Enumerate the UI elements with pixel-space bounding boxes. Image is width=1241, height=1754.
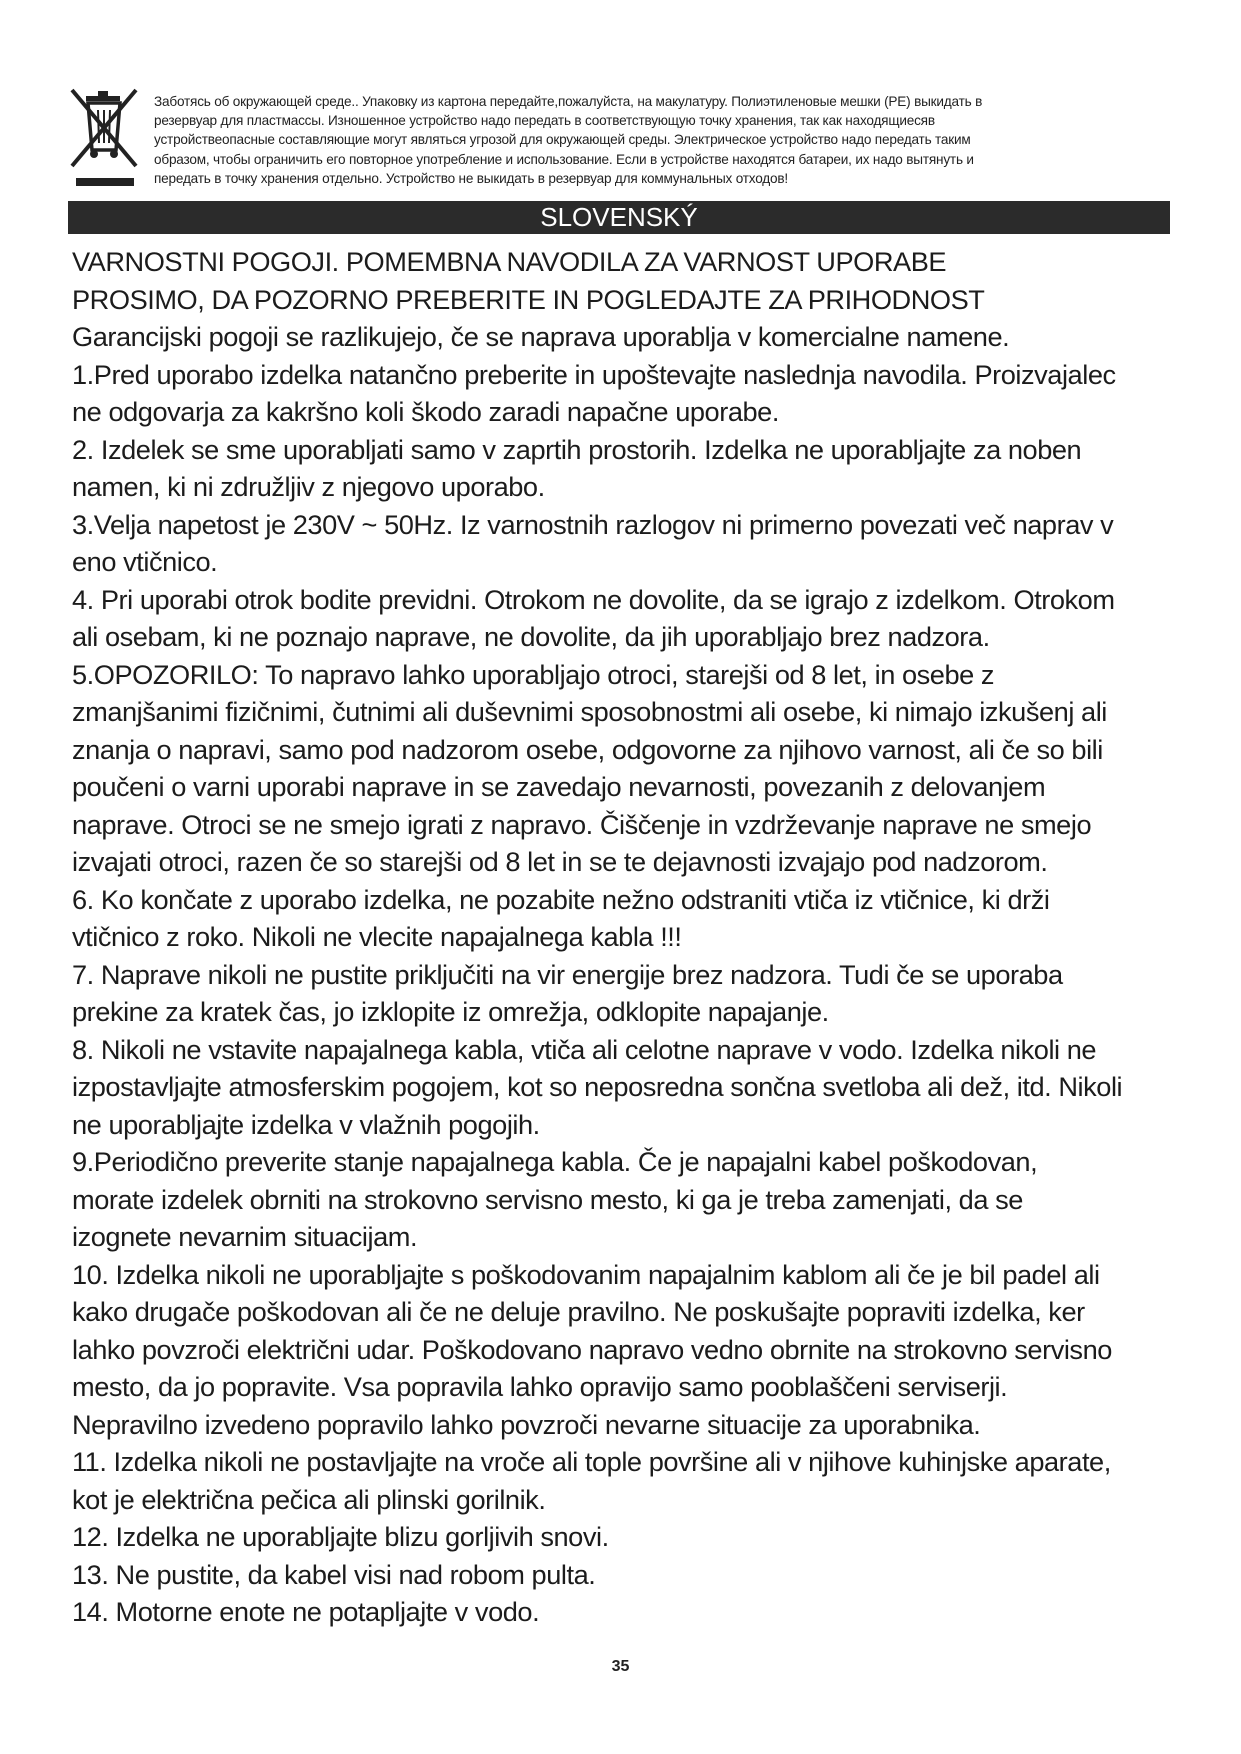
body-line: 5.OPOZORILO: To napravo lahko uporabljajo otroci, starejši od 8 let, in osebe z xyxy=(72,658,995,690)
body-line: ali osebam, ki ne poznajo naprave, ne dovolite, da jih uporabljajo brez nadzora. xyxy=(72,621,990,652)
body-line: znanja o napravi, samo pod nadzorom osebe, odgovorne za njihovo varnost, ali če so bili xyxy=(72,733,1103,765)
notice-line: Заботясь об окружающей среде.. Упаковку из картона передайте,пожалуйста, на макулатуру. Полиэтиленовые мешки (PE) выкидать в xyxy=(154,94,983,109)
body-line: Garancijski pogoji se razlikujejo, če se naprava uporablja v komercialne namene. xyxy=(72,321,1010,352)
body-line: 11. Izdelka nikoli ne postavljajte na vroče ali tople površine ali v njihove kuhinjske aparate, xyxy=(72,1446,1111,1477)
notice-line: резервуар для пластмассы. Изношенное устройство надо передать в соответствующую точку хранения, так как находящиесяв xyxy=(154,113,935,129)
body-line: 14. Motorne enote ne potapljajte v vodo. xyxy=(72,1596,540,1627)
crossed-out-wheelie-bin-icon xyxy=(68,88,140,198)
body-line: kot je električna pečica ali plinski gorilnik. xyxy=(72,1483,546,1515)
body-line: zmanjšanimi fizičnimi, čutnimi ali duševnimi sposobnostmi ali osebe, ki nimajo izkušenj ali xyxy=(72,696,1107,727)
body-line: Nepravilno izvedeno popravilo lahko povzroči nevarne situacije za uporabnika. xyxy=(72,1408,981,1440)
body-line: 9.Periodično preverite stanje napajalnega kabla. Če je napajalni kabel poškodovan, xyxy=(72,1146,1038,1177)
body-line: 13. Ne pustite, da kabel visi nad robom pulta. xyxy=(72,1558,596,1590)
body-line: morate izdelek obrniti na strokovno servisno mesto, ki ga je treba zamenjati, da se xyxy=(72,1183,1023,1215)
body-line: lahko povzroči električni udar. Poškodovano napravo vedno obrnite na strokovno servisno xyxy=(72,1333,1112,1365)
body-line: 2. Izdelek se sme uporabljati samo v zaprtih prostorih. Izdelka ne uporabljajte za noben xyxy=(72,433,1082,465)
notice-line: образом, чтобы ограничить его повторное употребление и использование. Если в устройстве находятся батареи, их надо вытянуть и xyxy=(154,151,974,167)
body-line: eno vtičnico. xyxy=(72,546,218,577)
recycling-notice xyxy=(154,92,1154,188)
body-line: 12. Izdelka ne uporabljajte blizu gorljivih snovi. xyxy=(72,1521,609,1552)
body-line: prekine za kratek čas, jo izklopite iz omrežja, odklopite napajanje. xyxy=(72,996,829,1027)
body-line: kako drugače poškodovan ali če ne deluje pravilno. Ne poskušajte popraviti izdelka, ker xyxy=(72,1296,1085,1327)
body-line: naprave. Otroci se ne smejo igrati z napravo. Čiščenje in vzdrževanje naprave ne smejo xyxy=(72,808,1092,840)
page-number: 35 xyxy=(611,1658,630,1675)
body-line: 8. Nikoli ne vstavite napajalnega kabla, vtiča ali celotne naprave v vodo. Izdelka nikoli ne xyxy=(72,1033,1097,1065)
body-line: 1.Pred uporabo izdelka natančno preberite in upoštevajte naslednja navodila. Proizvajalec xyxy=(72,358,1116,390)
body-line: VARNOSTNI POGOJI. POMEMBNA NAVODILA ZA VARNOST UPORABE xyxy=(72,246,947,277)
body-line: 6. Ko končate z uporabo izdelka, ne pozabite nežno odstraniti vtiča iz vtičnice, ki drži xyxy=(72,883,1050,915)
body-line: mesto, da jo popravite. Vsa popravila lahko opravijo samo pooblaščeni serviserji. xyxy=(72,1371,1008,1402)
body-line: 4. Pri uporabi otrok bodite previdni. Otrokom ne dovolite, da se igrajo z izdelkom. Otrokom xyxy=(72,583,1115,615)
body-line: 3.Velja napetost je 230V ~ 50Hz. Iz varnostnih razlogov ni primerno povezati več naprav v xyxy=(72,508,1114,540)
body-line: namen, ki ni združljiv z njegovo uporabo. xyxy=(72,471,545,502)
body-line: 10. Izdelka nikoli ne uporabljajte s poškodovanim napajalnim kablom ali če je bil padel ali xyxy=(72,1258,1100,1290)
body-line: izvajati otroci, razen če so starejši od 8 let in se te dejavnosti izvajajo pod nadzorom. xyxy=(72,846,1048,877)
language-section-header: SLOVENSKÝ xyxy=(68,201,1170,234)
body-line: izpostavljajte atmosferskim pogojem, kot so neposredna sončna svetloba ali dež, itd. Nikoli xyxy=(72,1071,1123,1102)
body-line: poučeni o varni uporabi naprave in se zavedajo nevarnosti, povezanih z delovanjem xyxy=(72,771,1046,802)
body-line: ne odgovarja za kakršno koli škodo zaradi napačne uporabe. xyxy=(72,396,779,427)
body-line: vtičnico z roko. Nikoli ne vlecite napajalnega kabla !!! xyxy=(72,921,682,952)
body-line: izognete nevarnim situacijam. xyxy=(72,1221,418,1252)
notice-line: передать в точку хранения отдельно. Устройство не выкидать в резервуар для коммунальных отходов! xyxy=(154,170,788,186)
body-line: 7. Naprave nikoli ne pustite priključiti na vir energije brez nadzora. Tudi če se uporaba xyxy=(72,958,1063,990)
body-line: PROSIMO, DA POZORNO PREBERITE IN POGLEDAJTE ZA PRIHODNOST xyxy=(72,283,985,315)
notice-line: устройствеопасные составляющие могут являться угрозой для окружающей среды. Электрическое устройство надо передать таким xyxy=(154,132,971,148)
body-line: ne uporabljajte izdelka v vlažnih pogojih. xyxy=(72,1108,540,1140)
safety-instructions xyxy=(72,243,1182,1631)
